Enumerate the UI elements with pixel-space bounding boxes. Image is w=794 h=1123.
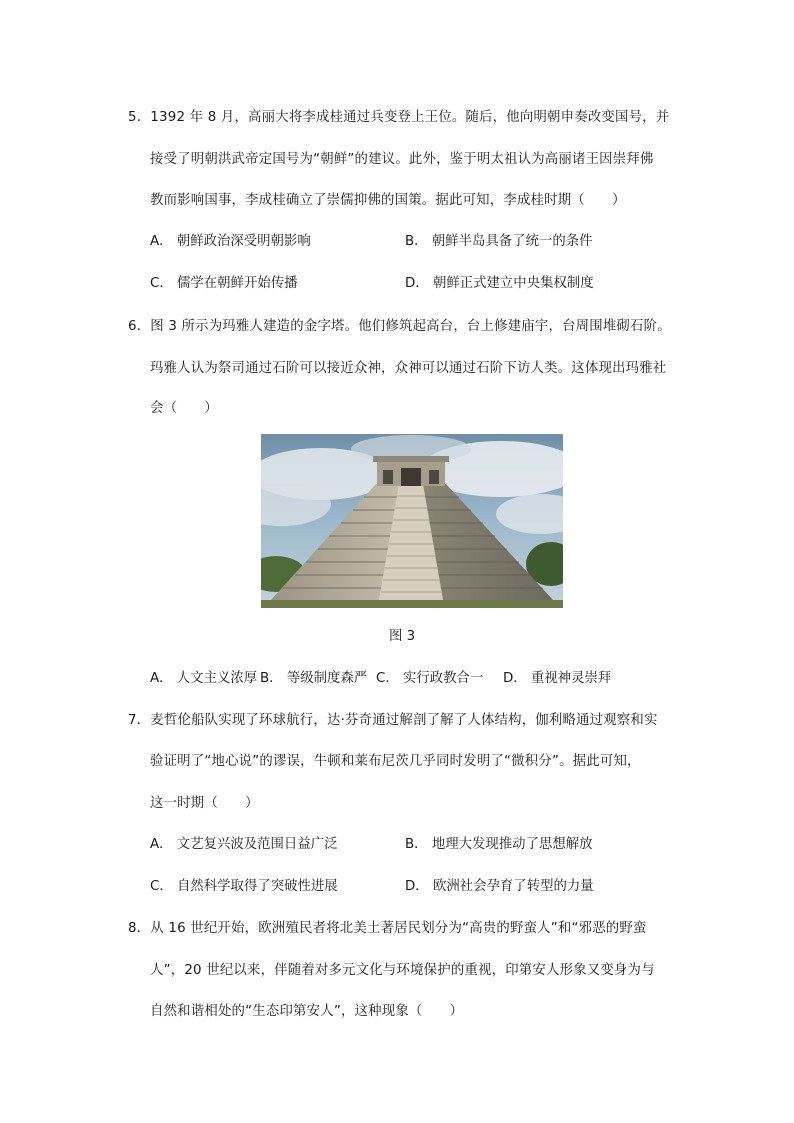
- question-5-line-2: 接受了明朝洪武帝定国号为“朝鲜”的建议。此外，鉴于明太祖认为高丽诸王因崇拜佛: [150, 152, 654, 167]
- question-6-line-3: 会（ ）: [150, 401, 218, 416]
- question-5-option-c[interactable]: C． 儒学在朝鲜开始传播: [150, 276, 298, 291]
- question-6-line-2: 玛雅人认为祭司通过石阶可以接近众神，众神可以通过石阶下访人类。这体现出玛雅社: [150, 361, 667, 376]
- question-7-line-1: 7．麦哲伦船队实现了环球航行，达·芬奇通过解剖了解了人体结构，伽利略通过观察和实: [128, 713, 658, 728]
- question-8-line-2: 人”，20 世纪以来，伴随着对多元文化与环境保护的重视，印第安人形象又变身为与: [150, 963, 655, 978]
- question-5-line-1: 5．1392 年 8 月，高丽大将李成桂通过兵变登上王位。随后，他向明朝申奏改变国号，并: [128, 110, 670, 125]
- figure-caption: 图 3: [389, 629, 416, 644]
- question-7-line-2: 验证明了“地心说”的谬误，牛顿和莱布尼茨几乎同时发明了“微积分”。据此可知，: [150, 754, 641, 769]
- question-5-line-3: 教而影响国事，李成桂确立了崇儒抑佛的国策。据此可知，李成桂时期（ ）: [150, 193, 626, 208]
- question-7-option-d[interactable]: D． 欧洲社会孕育了转型的力量: [405, 879, 594, 894]
- question-7-option-b[interactable]: B． 地理大发现推动了思想解放: [405, 837, 593, 852]
- question-5-option-a[interactable]: A． 朝鲜政治深受明朝影响: [150, 234, 311, 249]
- question-5-option-b[interactable]: B． 朝鲜半岛具备了统一的条件: [405, 234, 593, 249]
- question-7-option-c[interactable]: C． 自然科学取得了突破性进展: [150, 879, 338, 894]
- question-5-option-d[interactable]: D． 朝鲜正式建立中央集权制度: [405, 276, 594, 291]
- mayan-pyramid-photo-icon: [261, 434, 563, 608]
- question-6-option-d[interactable]: D． 重视神灵崇拜: [503, 671, 612, 686]
- question-8-line-3: 自然和谐相处的“生态印第安人”，这种现象（ ）: [150, 1004, 464, 1019]
- question-6-option-b[interactable]: B． 等级制度森严: [260, 671, 368, 686]
- question-6-line-1: 6．图 3 所示为玛雅人建造的金字塔。他们修筑起高台，台上修建庙宇，台周围堆砌石阶。: [128, 319, 671, 334]
- question-7-option-a[interactable]: A． 文艺复兴波及范围日益广泛: [150, 837, 338, 852]
- question-8-line-1: 8．从 16 世纪开始，欧洲殖民者将北美土著居民划分为“高贵的野蛮人”和“邪恶的野蛮: [128, 921, 647, 936]
- question-6-option-c[interactable]: C． 实行政教合一: [376, 671, 484, 686]
- question-6-option-a[interactable]: A． 人文主义浓厚: [150, 671, 258, 686]
- question-7-line-3: 这一时期（ ）: [150, 796, 259, 811]
